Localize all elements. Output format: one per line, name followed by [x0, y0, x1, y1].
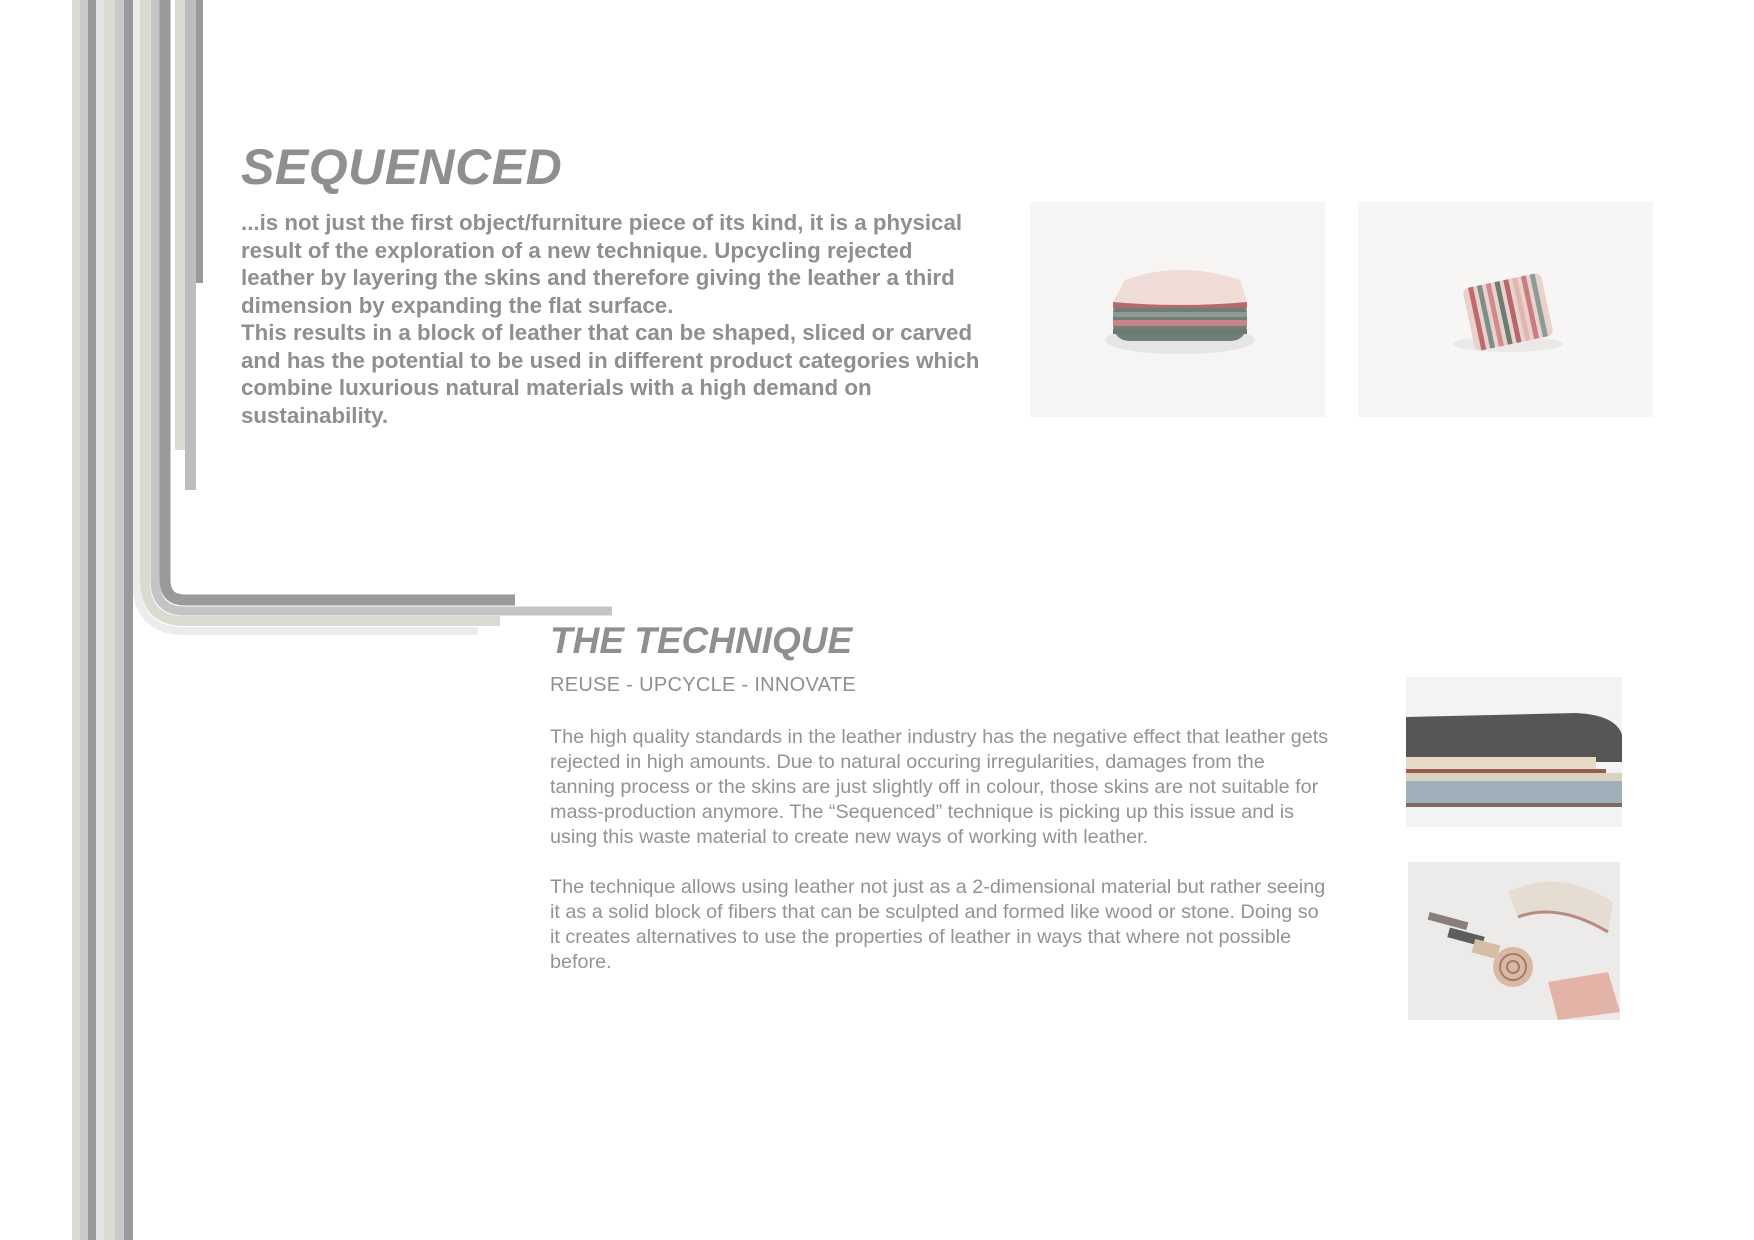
intro-paragraph: ...is not just the first object/furniture piece of its kind, it is a physical result of the exploration of a new technique. Upcycling rejected leather by layering the skins and therefore giving the leather a third dimension by expanding the flat surface.	[241, 210, 963, 318]
section-title-technique: THE TECHNIQUE	[550, 620, 853, 661]
striped-leather-slice-photo	[1358, 202, 1653, 417]
section-subtitle: REUSE - UPCYCLE - INNOVATE	[550, 674, 856, 696]
technique-paragraph: The technique allows using leather not just as a 2-dimensional material but rather seeing it as a solid block of fibers that can be sculpted and formed like wood or stone. Doing so it creates alternatives to use the properties of leather in ways that where not possible before.	[550, 876, 1326, 973]
section-title-sequenced: SEQUENCED	[241, 139, 563, 195]
intro-text	[241, 209, 981, 429]
leather-sample-objects-photo	[1408, 862, 1620, 1020]
intro-paragraph: This results in a block of leather that can be shaped, sliced or carved and has the potential to be used in different product categories which combine luxurious natural materials with a high demand on sustainability.	[241, 320, 980, 428]
stacked-leather-skins-photo	[1406, 677, 1622, 827]
layered-leather-block-photo	[1030, 202, 1325, 417]
technique-paragraph: The high quality standards in the leather industry has the negative effect that leather gets rejected in high amounts. Due to natural occuring irregularities, damages from the tanning process or the skins are just slightly off in colour, those skins are not suitable for mass-production anymore. The “Sequenced” technique is picking up this issue and is using this waste material to create new ways of working with leather.	[550, 726, 1329, 848]
technique-text	[550, 725, 1330, 1000]
